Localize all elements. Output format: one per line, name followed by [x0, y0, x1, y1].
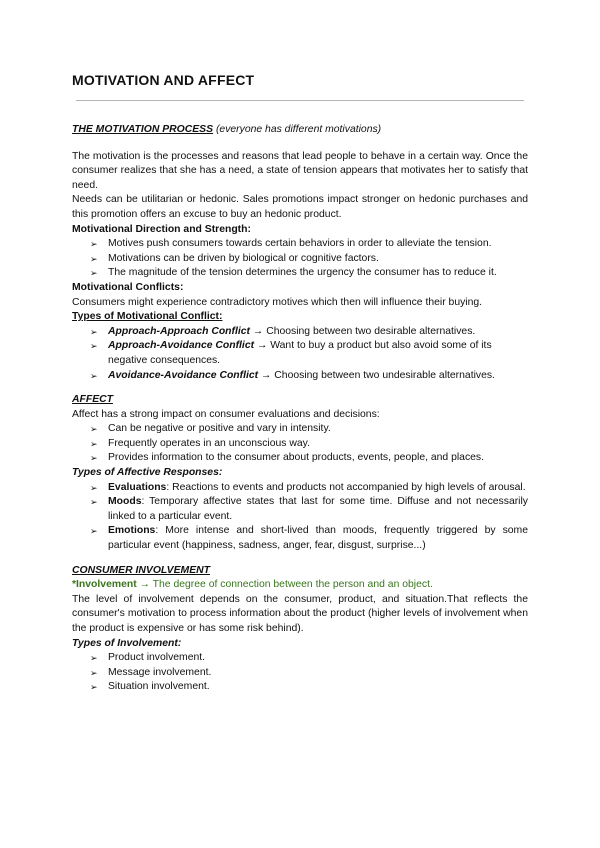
bullet-arrow-icon: ➢	[90, 370, 98, 381]
bullet-arrow-icon: ➢	[90, 453, 98, 464]
arrow-icon: →	[252, 325, 264, 337]
motivation-process-note: (everyone has different motivations)	[215, 124, 382, 135]
document-body	[72, 123, 528, 695]
motivation-definition-paragraph: The motivation is the processes and reasons that lead people to behave in a certain way. Once the consumer realizes that she has a need, a state of tension appears that motivates her to satisfy that need.	[72, 150, 528, 191]
list-item: ➢ Provides information to the consumer about products, events, people, and places.	[72, 451, 528, 466]
response-term: Moods	[108, 496, 142, 508]
arrow-icon: →	[256, 340, 268, 352]
motivation-process-heading: THE MOTIVATION PROCESS	[72, 124, 214, 135]
list-item: ➢ Approach-Avoidance Conflict → Want to buy a product but also avoid some of its negative consequences.	[90, 340, 492, 366]
list-item: ➢ Moods: Temporary affective states that last for some time. Diffuse and not necessarily linked to a particular event.	[90, 496, 528, 522]
bullet-arrow-icon: ➢	[90, 526, 98, 537]
involvement-types-list	[72, 651, 528, 695]
bullet-arrow-icon: ➢	[90, 239, 98, 250]
list-item: ➢ Approach-Approach Conflict → Choosing between two desirable alternatives.	[72, 325, 528, 340]
list-item: ➢ Emotions: More intense and short-lived than moods, frequently triggered by some particular event (happiness, sadness, anger, fear, disgust, surprise...)	[90, 525, 528, 552]
conflict-term: Avoidance-Avoidance Conflict	[108, 369, 259, 381]
involvement-types-heading: Types of Involvement:	[72, 637, 182, 649]
conflict-term: Approach-Avoidance Conflict	[108, 340, 255, 352]
list-item: ➢ Motivations can be driven by biological or cognitive factors.	[72, 252, 528, 267]
conflict-types-list	[72, 325, 528, 383]
list-item: ➢ Frequently operates in an unconscious way.	[72, 437, 528, 452]
involvement-heading: CONSUMER INVOLVEMENT	[72, 564, 210, 576]
bullet-arrow-icon: ➢	[90, 682, 98, 693]
motivation-process-header	[72, 123, 528, 138]
list-item: ➢ Product involvement.	[72, 651, 528, 666]
motivational-conflicts-heading: Motivational Conflicts:	[72, 281, 184, 293]
arrow-icon: →	[261, 369, 272, 381]
list-item: ➢ Message involvement.	[72, 666, 528, 681]
needs-paragraph: Needs can be utilitarian or hedonic. Sales promotions impact stronger on hedonic purchases and this promotion offers an excuse to buy an hedonic product.	[72, 194, 528, 220]
conflict-types-heading: Types of Motivational Conflict:	[72, 311, 223, 323]
motivational-conflicts-text: Consumers might experience contradictory motives which then will influence their buying.	[72, 296, 483, 308]
response-term: Emotions	[108, 525, 156, 537]
bullet-arrow-icon: ➢	[90, 653, 98, 664]
involvement-paragraph: The level of involvement depends on the consumer, product, and situation.That reflects the consumer's motivation to process information about the product (higher levels of involvement when the product is expensive or has some risk behind).	[72, 593, 528, 634]
list-item: ➢ Avoidance-Avoidance Conflict → Choosing between two undesirable alternatives.	[72, 369, 528, 384]
bullet-arrow-icon: ➢	[90, 253, 98, 264]
affective-responses-list	[72, 481, 528, 554]
involvement-definition: *Involvement → The degree of connection between the person and an object.	[72, 579, 433, 591]
affect-heading: AFFECT	[72, 394, 113, 406]
list-item: ➢ Motives push consumers towards certain behaviors in order to alleviate the tension.	[72, 237, 528, 252]
list-item: ➢ Can be negative or positive and vary in intensity.	[72, 422, 528, 437]
bullet-arrow-icon: ➢	[90, 341, 98, 352]
direction-strength-list	[72, 237, 528, 281]
arrow-icon: →	[139, 579, 150, 591]
involvement-term: *Involvement	[72, 579, 137, 591]
bullet-arrow-icon: ➢	[90, 438, 98, 449]
bullet-arrow-icon: ➢	[90, 424, 98, 435]
bullet-arrow-icon: ➢	[90, 326, 98, 337]
response-term: Evaluations	[108, 481, 167, 493]
title-divider	[76, 100, 524, 101]
affect-list	[72, 422, 528, 466]
page-title: MOTIVATION AND AFFECT	[72, 72, 255, 88]
bullet-arrow-icon: ➢	[90, 667, 98, 678]
affective-responses-heading: Types of Affective Responses:	[72, 467, 223, 479]
list-item: ➢ Situation involvement.	[72, 680, 528, 695]
bullet-arrow-icon: ➢	[90, 268, 98, 279]
conflict-term: Approach-Approach Conflict	[108, 325, 251, 337]
affect-intro: Affect has a strong impact on consumer evaluations and decisions:	[72, 408, 380, 420]
direction-strength-heading: Motivational Direction and Strength:	[72, 223, 251, 235]
list-item: ➢ Evaluations: Reactions to events and products not accompanied by high levels of arousal.	[72, 481, 528, 496]
bullet-arrow-icon: ➢	[90, 482, 98, 493]
list-item: ➢ The magnitude of the tension determines the urgency the consumer has to reduce it.	[72, 266, 528, 281]
bullet-arrow-icon: ➢	[90, 497, 98, 508]
